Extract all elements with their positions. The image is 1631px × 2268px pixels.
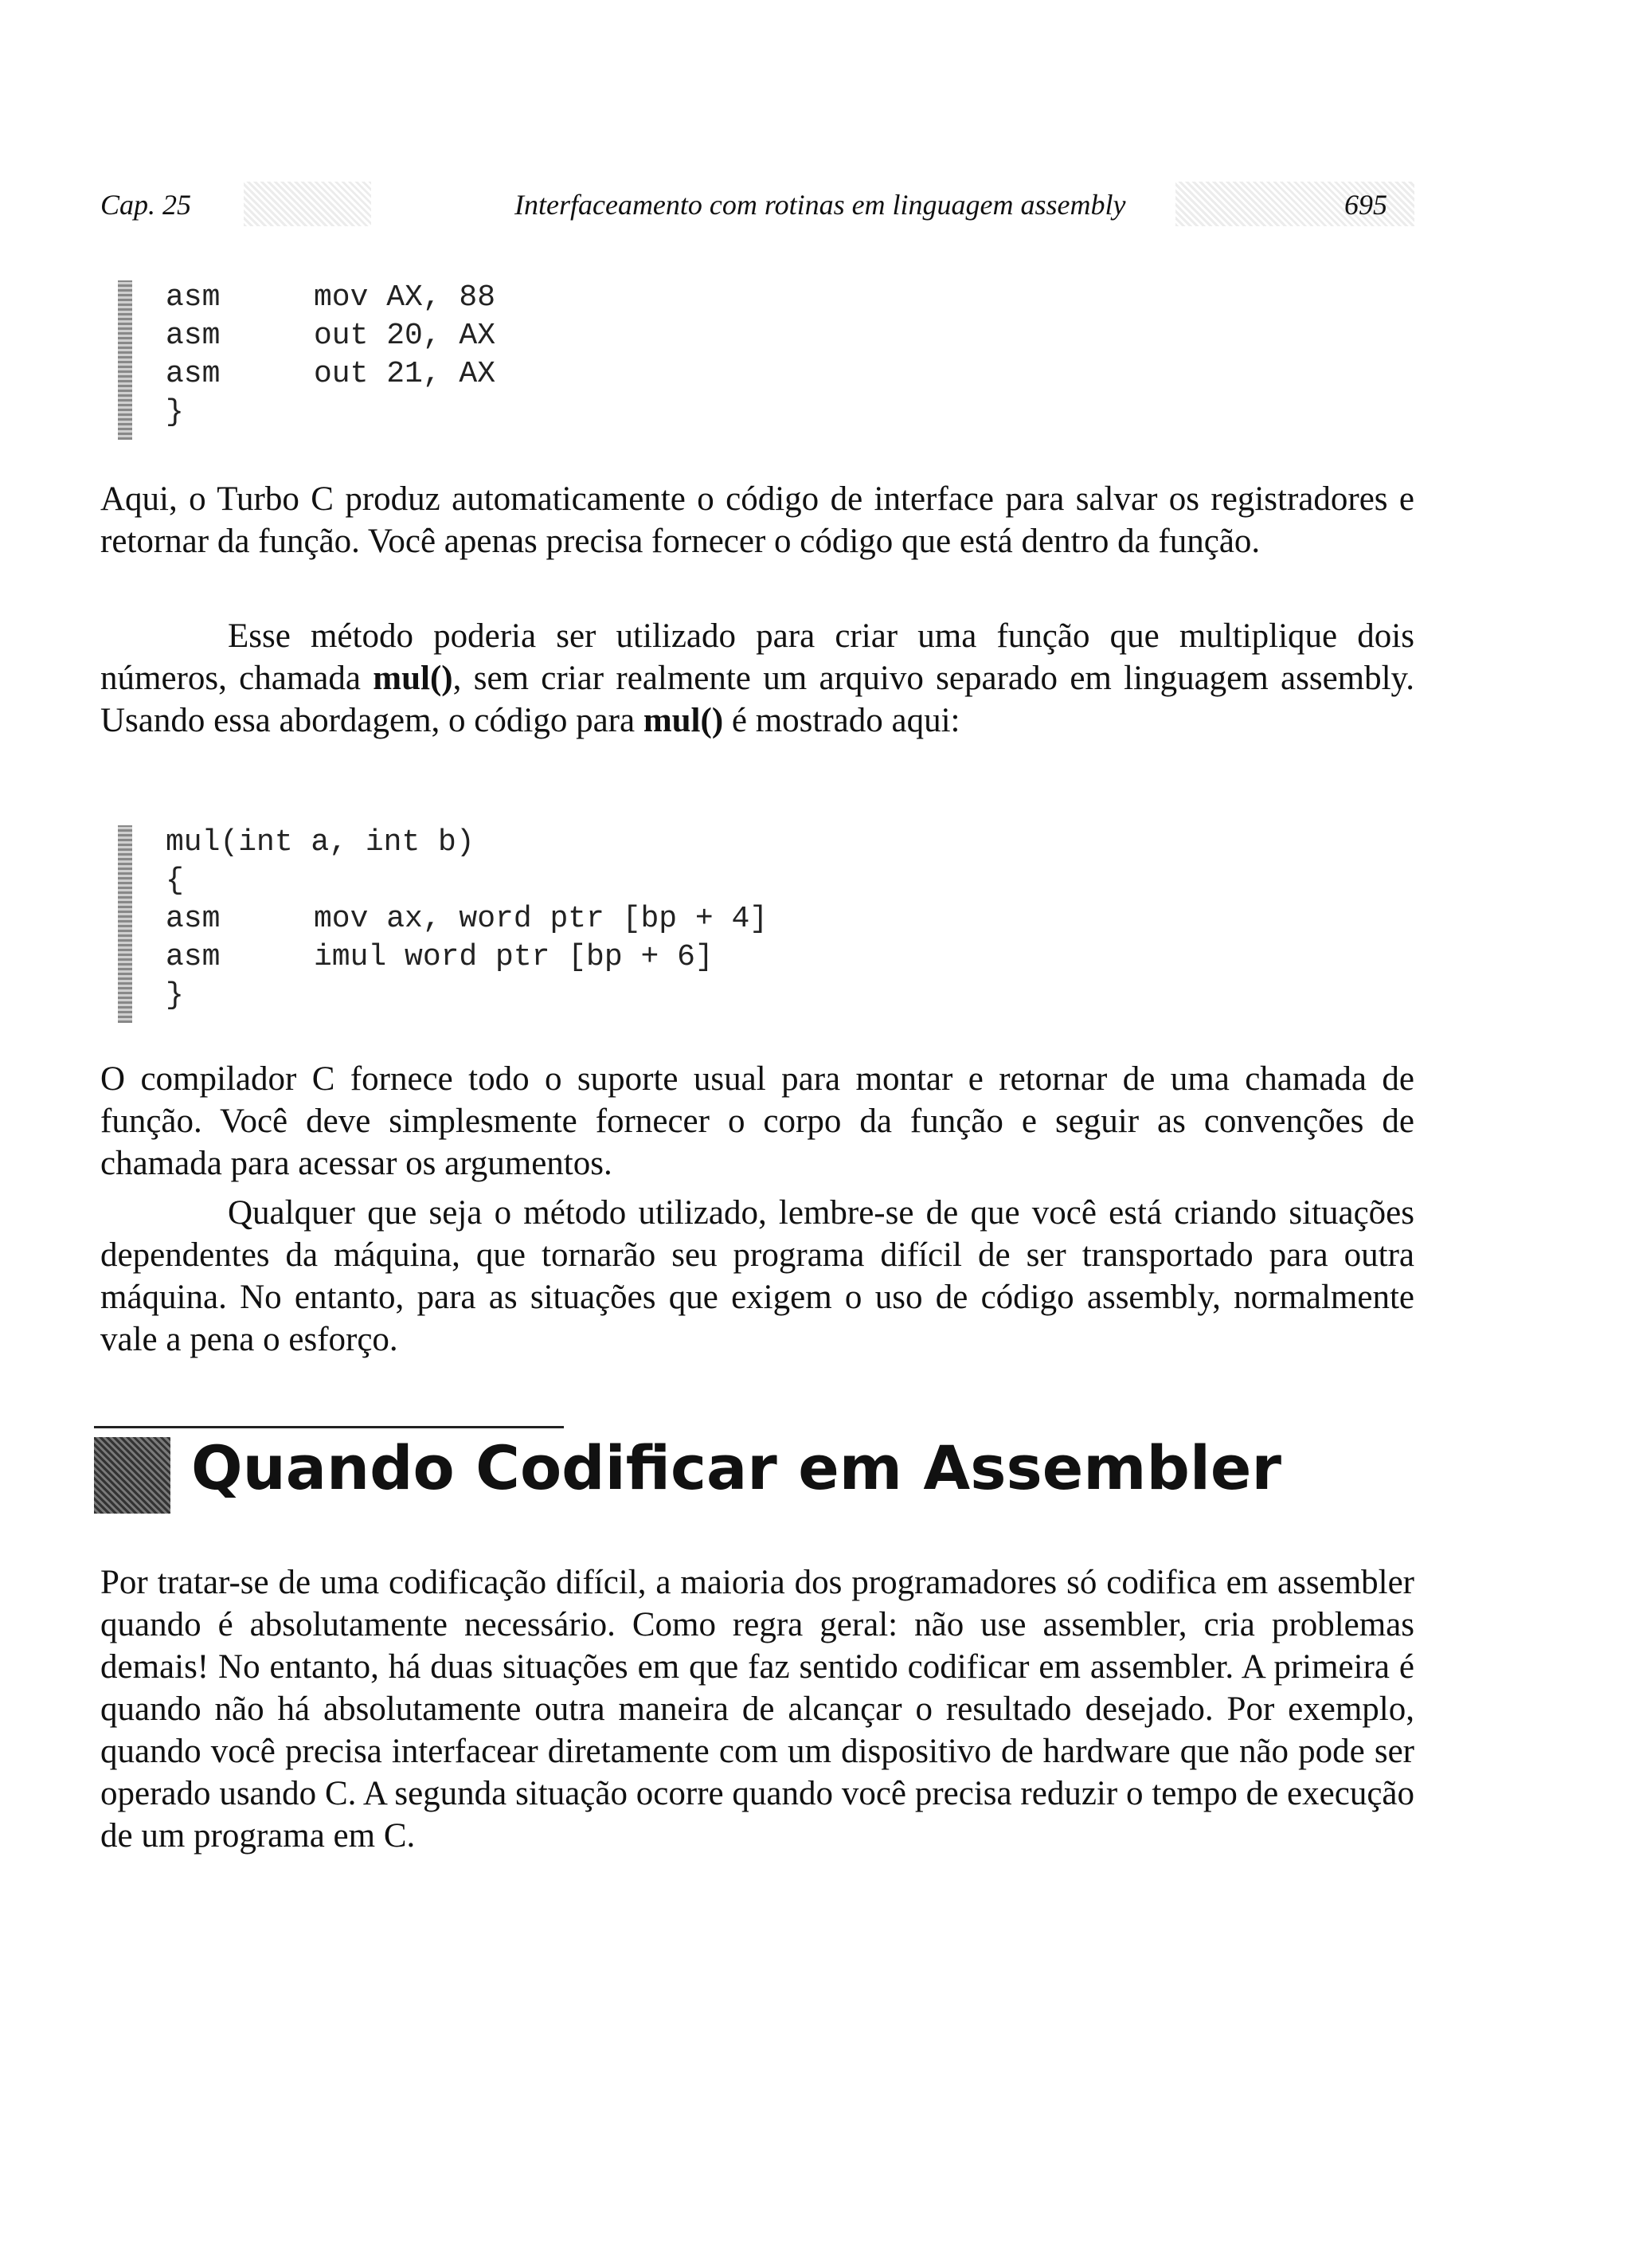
code-block-asm-out bbox=[118, 280, 1233, 440]
code-line: { bbox=[166, 864, 184, 898]
section-title: Quando Codificar em Assembler bbox=[191, 1432, 1281, 1503]
code-line: } bbox=[166, 395, 184, 429]
code-block-mul-function bbox=[118, 825, 1233, 1023]
paragraph-when-to-code-assembler: Por tratar-se de uma codificação difícil, a maioria dos programadores só codifica em assembler quando é absolutamente necessário. Como regra geral: não use assembler, cria problemas demais! No entanto, há duas situações em que faz sentido codificar em assembler. A primeira é quando não há absolutamente outra maneira de alcançar o resultado desejado. Por exemplo, quando você precisa interfacear diretamente com um dispositivo de hardware que não pode ser operado usando C. A segunda situação ocorre quando você precisa reduzir o tempo de execução de um programa em C. bbox=[100, 1564, 1414, 1855]
heading-marker-square bbox=[94, 1437, 170, 1514]
paragraph-turbo-c-interface: Aqui, o Turbo C produz automaticamente o código de interface para salvar os registradores e retornar da função. Você apenas precisa fornecer o código que está dentro da função. bbox=[100, 480, 1414, 560]
inline-code-mul: mul() bbox=[373, 660, 453, 697]
code-block-marker bbox=[118, 825, 132, 1023]
chapter-title: Interfaceamento com rotinas em linguagem assembly bbox=[514, 189, 1126, 221]
chapter-label: Cap. 25 bbox=[100, 189, 192, 221]
code-block-marker bbox=[118, 280, 132, 440]
page-number: 695 bbox=[1344, 189, 1387, 221]
paragraph-machine-dependence: Qualquer que seja o método utilizado, lembre-se de que você está criando situações dependentes da máquina, que tornarão seu programa difícil de ser transportado para outra máquina. No entanto, para as situações que exigem o uso de código assembly, normalmente vale a pena o esforço. bbox=[100, 1194, 1414, 1358]
code-line: asm imul word ptr [bp + 6] bbox=[166, 940, 714, 974]
heading-rule bbox=[94, 1426, 564, 1428]
section-heading bbox=[94, 1426, 1289, 1514]
code-line: mul(int a, int b) bbox=[166, 825, 475, 860]
paragraph-mul-method: Esse método poderia ser utilizado para criar uma função que multiplique dois números, chamada mul(), sem criar realmente um arquivo separado em linguagem assembly. Usando essa abordagem, o código para mul() é mostrado aqui: bbox=[100, 617, 1415, 739]
code-line: } bbox=[166, 978, 184, 1013]
header-shading-left bbox=[244, 182, 371, 226]
paragraph-compiler-support: O compilador C fornece todo o suporte usual para montar e retornar de uma chamada de função. Você deve simplesmente fornecer o corpo da função e seguir as convenções de chamada para acessar os argumentos. bbox=[100, 1060, 1414, 1182]
inline-code-mul: mul() bbox=[643, 702, 724, 739]
running-header bbox=[100, 182, 1406, 226]
code-line: asm mov AX, 88 bbox=[166, 280, 496, 315]
code-line: asm mov ax, word ptr [bp + 4] bbox=[166, 902, 769, 936]
code-line: asm out 21, AX bbox=[166, 357, 496, 391]
code-line: asm out 20, AX bbox=[166, 319, 496, 353]
